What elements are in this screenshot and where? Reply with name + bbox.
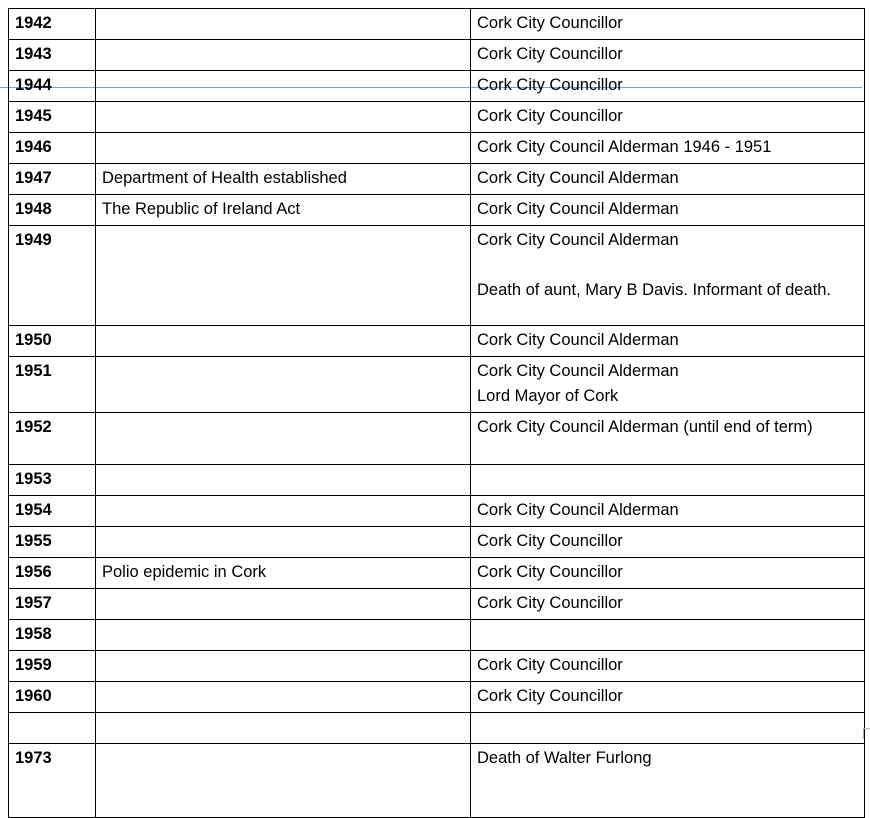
table-row bbox=[9, 682, 865, 713]
event-cell bbox=[96, 620, 471, 651]
year-cell: 1953 bbox=[9, 465, 96, 496]
role-line: Death of aunt, Mary B Davis. Informant of death. bbox=[477, 281, 832, 299]
table-row bbox=[9, 744, 865, 818]
event-cell: The Republic of Ireland Act bbox=[96, 195, 471, 226]
role-cell: Cork City Councillor bbox=[471, 682, 865, 713]
role-cell bbox=[471, 465, 865, 496]
event-cell bbox=[96, 357, 471, 413]
event-cell bbox=[96, 413, 471, 465]
year-cell: 1944 bbox=[9, 71, 96, 102]
event-cell bbox=[96, 40, 471, 71]
year-cell: 1973 bbox=[9, 744, 96, 818]
table-row bbox=[9, 651, 865, 682]
year-cell: 1954 bbox=[9, 496, 96, 527]
event-cell bbox=[96, 496, 471, 527]
page-corner-mark bbox=[863, 728, 870, 739]
table-row bbox=[9, 164, 865, 195]
year-cell: 1948 bbox=[9, 195, 96, 226]
role-cell: Cork City Councillor bbox=[471, 558, 865, 589]
role-cell: Cork City Councillor bbox=[471, 40, 865, 71]
table-row bbox=[9, 71, 865, 102]
table-row bbox=[9, 133, 865, 164]
year-cell: 1943 bbox=[9, 40, 96, 71]
event-cell bbox=[96, 102, 471, 133]
table-row bbox=[9, 102, 865, 133]
event-cell bbox=[96, 465, 471, 496]
event-cell bbox=[96, 71, 471, 102]
event-cell: Polio epidemic in Cork bbox=[96, 558, 471, 589]
role-cell: Cork City Councillor bbox=[471, 589, 865, 620]
role-cell: Cork City Councillor bbox=[471, 9, 865, 40]
role-cell: Cork City Council Alderman (until end of term) bbox=[471, 413, 865, 465]
role-line: Lord Mayor of Cork bbox=[477, 387, 619, 405]
event-cell bbox=[96, 326, 471, 357]
role-cell: Cork City Councillor bbox=[471, 651, 865, 682]
event-cell bbox=[96, 133, 471, 164]
role-cell: Cork City Council Alderman bbox=[471, 326, 865, 357]
role-line: Cork City Council Alderman bbox=[477, 362, 679, 380]
event-cell bbox=[96, 527, 471, 558]
table-row bbox=[9, 620, 865, 651]
year-cell: 1952 bbox=[9, 413, 96, 465]
timeline-table bbox=[8, 8, 865, 818]
year-cell: 1959 bbox=[9, 651, 96, 682]
role-cell: Cork City Council Alderman 1946 - 1951 bbox=[471, 133, 865, 164]
event-cell: Department of Health established bbox=[96, 164, 471, 195]
table-row bbox=[9, 465, 865, 496]
year-cell: 1951 bbox=[9, 357, 96, 413]
table-row bbox=[9, 527, 865, 558]
table-row bbox=[9, 589, 865, 620]
year-cell: 1942 bbox=[9, 9, 96, 40]
blank-line bbox=[477, 253, 858, 278]
event-cell bbox=[96, 9, 471, 40]
year-cell: 1946 bbox=[9, 133, 96, 164]
role-cell bbox=[471, 620, 865, 651]
year-cell: 1960 bbox=[9, 682, 96, 713]
table-row bbox=[9, 195, 865, 226]
table-row bbox=[9, 558, 865, 589]
table-row bbox=[9, 40, 865, 71]
year-cell: 1947 bbox=[9, 164, 96, 195]
role-cell bbox=[471, 226, 865, 326]
role-cell: Cork City Council Alderman bbox=[471, 496, 865, 527]
table-row bbox=[9, 357, 865, 413]
role-line: Cork City Council Alderman bbox=[477, 231, 679, 249]
year-cell: 1949 bbox=[9, 226, 96, 326]
table-row bbox=[9, 9, 865, 40]
event-cell bbox=[96, 651, 471, 682]
event-cell bbox=[96, 226, 471, 326]
year-cell: 1945 bbox=[9, 102, 96, 133]
event-cell bbox=[96, 682, 471, 713]
year-cell: 1958 bbox=[9, 620, 96, 651]
table-row bbox=[9, 413, 865, 465]
year-cell: 1956 bbox=[9, 558, 96, 589]
year-cell: 1950 bbox=[9, 326, 96, 357]
event-cell bbox=[96, 589, 471, 620]
year-cell: 1955 bbox=[9, 527, 96, 558]
role-cell: Cork City Councillor bbox=[471, 527, 865, 558]
role-cell: Death of Walter Furlong bbox=[471, 744, 865, 818]
role-cell: Cork City Council Alderman bbox=[471, 164, 865, 195]
role-cell bbox=[471, 357, 865, 413]
role-cell: Cork City Councillor bbox=[471, 102, 865, 133]
table-row bbox=[9, 326, 865, 357]
table-row bbox=[9, 496, 865, 527]
event-cell bbox=[96, 744, 471, 818]
role-cell: Cork City Councillor bbox=[471, 71, 865, 102]
table-row bbox=[9, 226, 865, 326]
year-cell: 1957 bbox=[9, 589, 96, 620]
role-cell: Cork City Council Alderman bbox=[471, 195, 865, 226]
